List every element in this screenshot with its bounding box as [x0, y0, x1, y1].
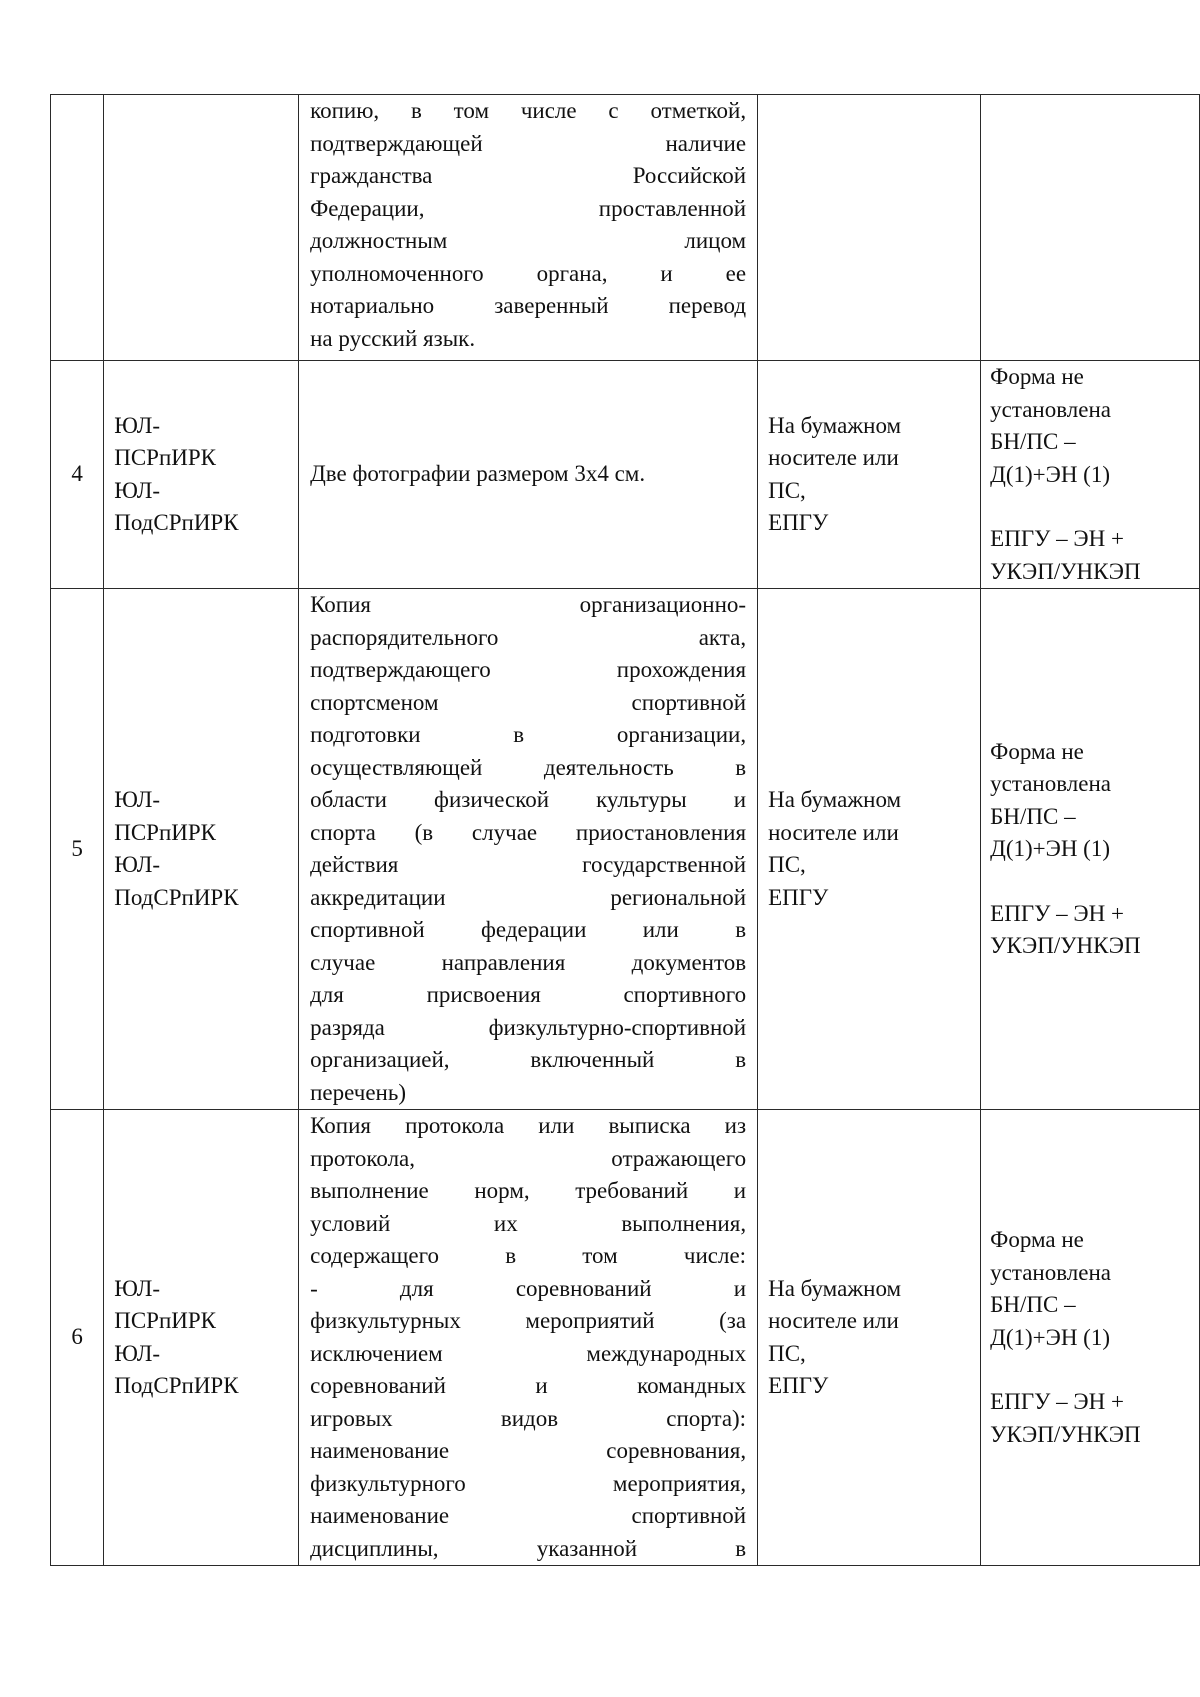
submission-form-line: носителе или: [768, 1308, 899, 1333]
document-text-line: соревнований и командных: [310, 1373, 747, 1398]
document-text-line: области физической культуры и: [310, 787, 747, 812]
document-text-line: подтверждающей наличие: [310, 130, 747, 156]
document-text-line: условий их выполнения,: [310, 1210, 747, 1236]
documents-table: [50, 94, 1200, 1566]
document-text-line: на русский язык.: [310, 325, 476, 351]
applicant-category-cell: [104, 1110, 299, 1566]
requirements-line: Д(1)+ЭН (1): [990, 1324, 1110, 1350]
document-description-cell: [299, 361, 758, 589]
document-text-line: копию, в том числе с отметкой,: [310, 98, 747, 123]
document-text-line: аккредитации региональной: [310, 884, 747, 910]
document-text-line: организацией, включенный в: [310, 1047, 747, 1072]
submission-form-cell: [758, 589, 981, 1110]
table-row: [51, 589, 1200, 1110]
applicant-line: ЮЛ-: [114, 787, 160, 812]
submission-form-line: ПС,: [768, 852, 806, 877]
applicant-line: ПодСРпИРК: [114, 510, 239, 535]
requirements-line: установлена: [990, 771, 1111, 796]
submission-form-cell: [758, 1110, 981, 1566]
requirements-spacer: [990, 491, 1197, 523]
applicant-line: ПодСРпИРК: [114, 884, 239, 910]
applicant-line: ЮЛ-: [114, 1340, 160, 1366]
applicant-line: ПодСРпИРК: [114, 1373, 239, 1398]
applicant-line: ЮЛ-: [114, 1275, 160, 1301]
row-number-cell: [51, 95, 104, 361]
requirements-spacer: [990, 1354, 1197, 1386]
document-text-line: Федерации, проставленной: [310, 195, 747, 221]
applicant-line: ПСРпИРК: [114, 1308, 217, 1333]
applicant-category-cell: [104, 95, 299, 361]
applicant-category-cell: [104, 361, 299, 589]
document-text-line: гражданства Российской: [310, 163, 747, 188]
document-text-line: подтверждающего прохождения: [310, 657, 747, 682]
document-text-line: содержащего в том числе:: [310, 1243, 747, 1268]
submission-form-line: ПС,: [768, 1340, 806, 1366]
submission-form-line: ЕПГУ: [768, 510, 829, 535]
requirements-line: Д(1)+ЭН (1): [990, 461, 1110, 487]
document-text-line: случае направления документов: [310, 949, 747, 975]
document-text-line: подготовки в организации,: [310, 722, 747, 747]
document-text-line: - для соревнований и: [310, 1275, 747, 1301]
submission-form-line: носителе или: [768, 819, 899, 845]
document-text-line: перечень): [310, 1079, 406, 1105]
requirements-cell: [981, 589, 1200, 1110]
submission-form-line: ПС,: [768, 477, 806, 503]
requirements-cell: [981, 95, 1200, 361]
document-text-line: разряда физкультурно-спортивной: [310, 1014, 747, 1040]
requirements-line: установлена: [990, 1259, 1111, 1285]
requirements-line: БН/ПС –: [990, 803, 1076, 829]
document-text-line: спортсменом спортивной: [310, 689, 747, 715]
submission-form-line: На бумажном: [768, 1275, 902, 1301]
submission-form-line: На бумажном: [768, 787, 902, 812]
applicant-line: ПСРпИРК: [114, 445, 217, 470]
table-body: [51, 95, 1200, 1566]
document-text-line: осуществляющей деятельность в: [310, 754, 747, 780]
document-text-line: Копия протокола или выписка из: [310, 1113, 747, 1138]
row-number-cell: 6: [51, 1110, 104, 1566]
document-text-line: дисциплины, указанной в: [310, 1535, 747, 1561]
document-text-line: действия государственной: [310, 852, 747, 877]
document-text-line: наименование соревнования,: [310, 1438, 747, 1463]
requirements-line: ЕПГУ – ЭН +: [990, 1389, 1124, 1414]
document-text-line: должностным лицом: [310, 228, 747, 253]
requirements-line: УКЭП/УНКЭП: [990, 558, 1141, 584]
submission-form-line: ЕПГУ: [768, 884, 829, 910]
requirements-cell: [981, 361, 1200, 589]
document-text-line: физкультурного мероприятия,: [310, 1470, 747, 1496]
document-text-line: уполномоченного органа, и ее: [310, 260, 747, 286]
document-text-line: физкультурных мероприятий (за: [310, 1308, 747, 1333]
document-text-line: нотариально заверенный перевод: [310, 293, 747, 318]
document-text-line: протокола, отражающего: [310, 1145, 747, 1171]
document-description-cell: [299, 1110, 758, 1566]
document-text-line: выполнение норм, требований и: [310, 1178, 747, 1203]
applicant-line: ЮЛ-: [114, 852, 160, 877]
applicant-category-cell: [104, 589, 299, 1110]
submission-form-cell: [758, 361, 981, 589]
document-text-line: Копия организационно-: [310, 592, 747, 617]
document-text-line: спортивной федерации или в: [310, 917, 747, 942]
submission-form-cell: [758, 95, 981, 361]
document-text-line: распорядительного акта,: [310, 624, 747, 650]
requirements-cell: [981, 1110, 1200, 1566]
requirements-spacer: [990, 866, 1197, 898]
requirements-line: УКЭП/УНКЭП: [990, 933, 1141, 958]
requirements-line: БН/ПС –: [990, 1292, 1076, 1317]
document-text-line: исключением международных: [310, 1340, 747, 1366]
document-text-line: игровых видов спорта):: [310, 1405, 747, 1431]
document-description-cell: [299, 589, 758, 1110]
document-text-line: спорта (в случае приостановления: [310, 819, 747, 845]
requirements-line: УКЭП/УНКЭП: [990, 1421, 1141, 1447]
document-text-line: для присвоения спортивного: [310, 982, 747, 1007]
requirements-line: ЕПГУ – ЭН +: [990, 900, 1124, 926]
requirements-line: Форма не: [990, 1227, 1084, 1252]
submission-form-line: ЕПГУ: [768, 1373, 829, 1398]
document-description-cell: [299, 95, 758, 361]
applicant-line: ПСРпИРК: [114, 819, 217, 845]
requirements-line: ЕПГУ – ЭН +: [990, 526, 1124, 551]
requirements-line: установлена: [990, 396, 1111, 422]
row-number-cell: 5: [51, 589, 104, 1110]
requirements-line: Форма не: [990, 364, 1084, 389]
document-text-line: Две фотографии размером 3х4 см.: [310, 461, 646, 487]
table-row: [51, 361, 1200, 589]
submission-form-line: носителе или: [768, 445, 899, 470]
table-row: [51, 1110, 1200, 1566]
document-text-line: наименование спортивной: [310, 1503, 747, 1528]
requirements-line: БН/ПС –: [990, 429, 1076, 454]
row-number-cell: 4: [51, 361, 104, 589]
applicant-line: ЮЛ-: [114, 412, 160, 438]
submission-form-line: На бумажном: [768, 412, 902, 438]
applicant-line: ЮЛ-: [114, 477, 160, 503]
requirements-line: Д(1)+ЭН (1): [990, 836, 1110, 861]
table-row: [51, 95, 1200, 361]
requirements-line: Форма не: [990, 738, 1084, 764]
